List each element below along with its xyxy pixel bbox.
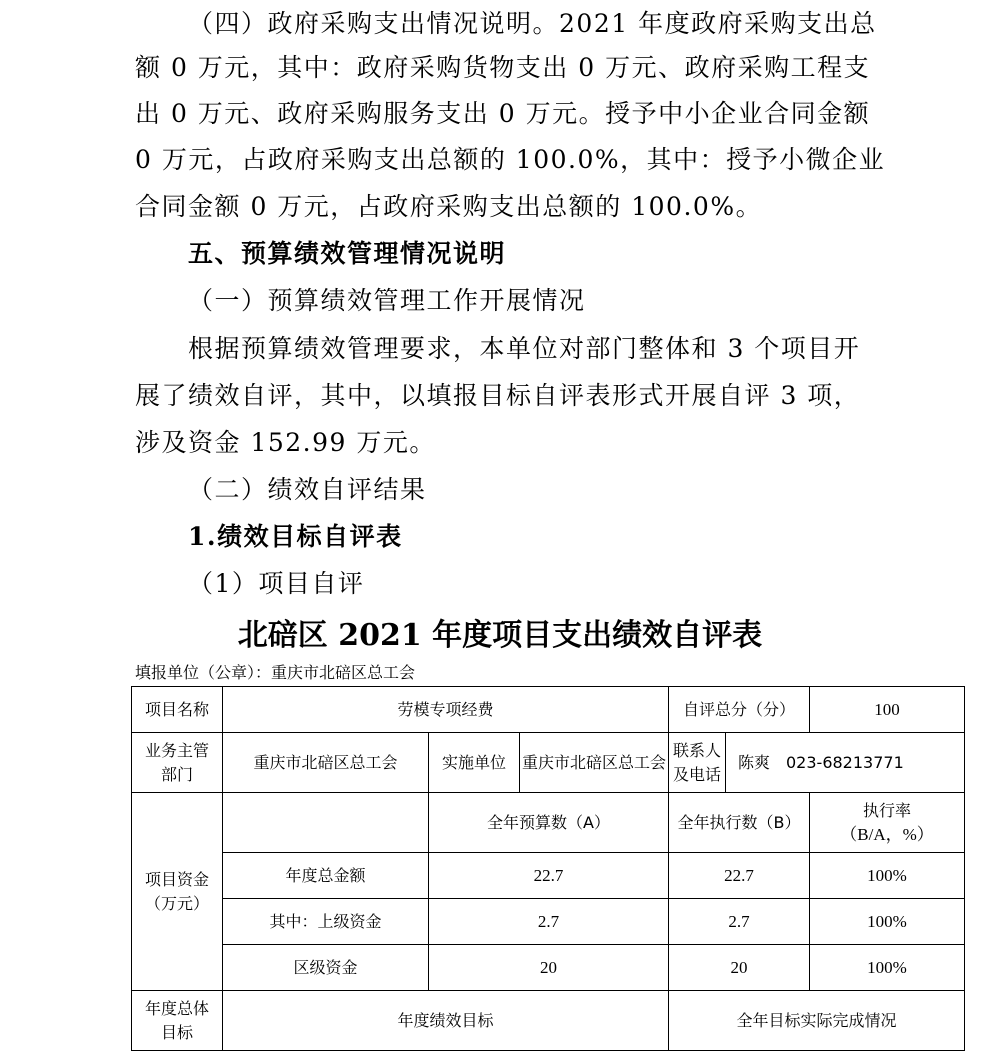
label-contact: [669, 733, 726, 793]
paragraph-line: 根据预算绩效管理要求，本单位对部门整体和 3 个项目开: [188, 334, 861, 363]
label-goal-line: 年度总体: [144, 998, 209, 1018]
label-dept: [132, 733, 223, 793]
table-title: 北碚区 2021 年度项目支出绩效自评表: [237, 618, 763, 653]
impl: 重庆市北碚区总工会: [520, 733, 669, 793]
funds-rate: 100%: [810, 899, 965, 945]
table-row: [132, 853, 965, 899]
self-score: 100: [810, 687, 965, 733]
subsection-heading: （二）绩效自评结果: [188, 475, 427, 504]
section-heading: 五、预算绩效管理情况说明: [188, 239, 507, 268]
table-heading: 1.绩效目标自评表: [188, 522, 403, 551]
paragraph-line: 合同金额 0 万元，占政府采购支出总额的 100.0%。: [135, 192, 763, 221]
label-dept-line: 部门: [160, 764, 193, 784]
funds-exec: 20: [669, 945, 810, 991]
empty-cell: [223, 793, 429, 853]
label-contact-line: 联系人: [672, 740, 721, 760]
label-self-score: 自评总分（分）: [669, 687, 810, 733]
col-budget: 全年预算数（A）: [429, 793, 669, 853]
table-row: [132, 945, 965, 991]
col-actual: 全年目标实际完成情况: [669, 991, 965, 1051]
table-row: [132, 733, 965, 793]
funds-exec: 2.7: [669, 899, 810, 945]
funds-row-label: 区级资金: [223, 945, 429, 991]
table-row: [132, 899, 965, 945]
paragraph-line: 展了绩效自评，其中，以填报目标自评表形式开展自评 3 项，: [135, 381, 861, 410]
label-dept-line: 业务主管: [144, 740, 209, 760]
funds-budget: 2.7: [429, 899, 669, 945]
dept: 重庆市北碚区总工会: [223, 733, 429, 793]
funds-rate: 100%: [810, 853, 965, 899]
paragraph-line: 额 0 万元，其中：政府采购货物支出 0 万元、政府采购工程支: [135, 53, 871, 82]
paragraph-line: （四）政府采购支出情况说明。2021 年度政府采购支出总: [188, 9, 877, 38]
filler-unit: 填报单位（公章）：重庆市北碚区总工会: [135, 663, 416, 682]
table-row: [132, 687, 965, 733]
table-row: [132, 991, 965, 1051]
col-rate-line: 执行率: [863, 800, 912, 820]
label-funds-line: （万元）: [144, 893, 209, 913]
table-row: [132, 793, 965, 853]
col-rate-line: （B/A，%）: [840, 824, 934, 844]
funds-exec: 22.7: [669, 853, 810, 899]
subsection-heading: （一）预算绩效管理工作开展情况: [188, 286, 586, 315]
funds-budget: 22.7: [429, 853, 669, 899]
paragraph-line: 0 万元，占政府采购支出总额的 100.0%，其中：授予小微企业: [135, 145, 886, 174]
contact: 陈爽 023-68213771: [726, 733, 965, 793]
label-funds: [132, 793, 223, 991]
funds-rate: 100%: [810, 945, 965, 991]
label-project-name: 项目名称: [132, 687, 223, 733]
label-contact-line: 及电话: [672, 764, 721, 784]
label-funds-line: 项目资金: [144, 869, 209, 889]
paragraph-line: 出 0 万元、政府采购服务支出 0 万元。授予中小企业合同金额: [135, 99, 871, 128]
col-exec: 全年执行数（B）: [669, 793, 810, 853]
label-goal: [132, 991, 223, 1051]
sub-heading: （1）项目自评: [188, 569, 365, 598]
col-target: 年度绩效目标: [223, 991, 669, 1051]
project-name: 劳模专项经费: [223, 687, 669, 733]
funds-budget: 20: [429, 945, 669, 991]
performance-table: [131, 686, 965, 1051]
col-rate: [810, 793, 965, 853]
funds-row-label: 年度总金额: [223, 853, 429, 899]
funds-row-label: 其中：上级资金: [223, 899, 429, 945]
label-impl: 实施单位: [429, 733, 520, 793]
paragraph-line: 涉及资金 152.99 万元。: [135, 428, 436, 457]
label-goal-line: 目标: [160, 1022, 193, 1042]
